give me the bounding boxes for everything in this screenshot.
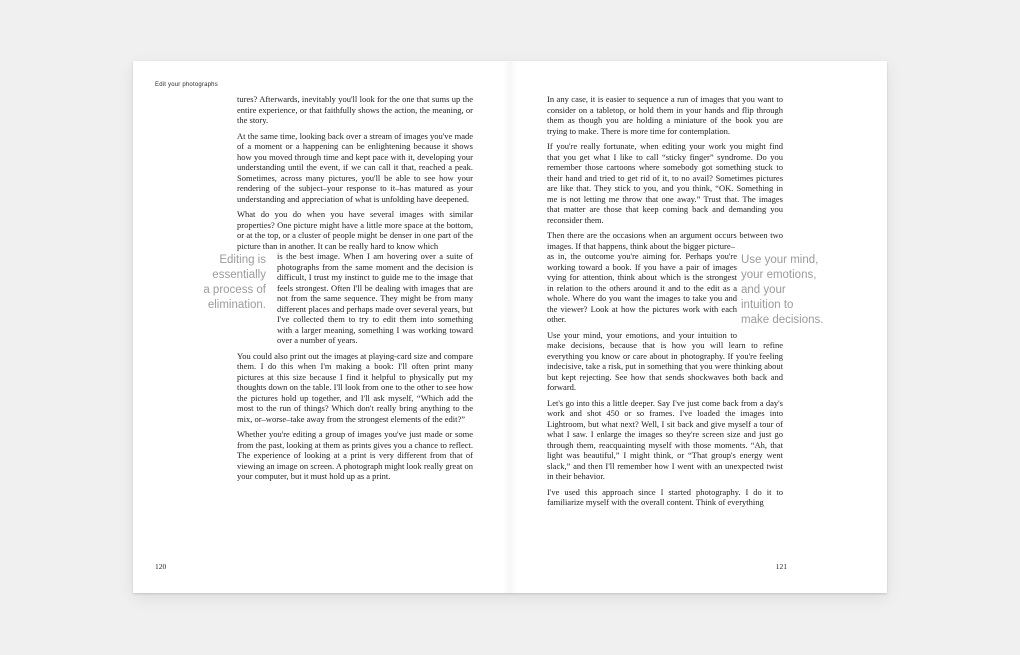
pull-quote-line: intuition to [741, 299, 794, 311]
body-paragraph: is the best image. When I am hovering over a suite of photographs from the same moment and the decision is difficult, I trust my instinct to guide me to the image that feels strongest. Often I'll be dealing with images that are not from the same sequence. They might be from many different places and perhaps made over several years, but I've collected them to try to edit them into something with a larger meaning, something I was working toward over a number of years. [277, 251, 473, 345]
body-paragraph: I've used this approach since I started photography. I do it to familiarize myself with the overall content. Think of everything [547, 486, 783, 507]
body-paragraph: Whether you're editing a group of images you've just made or some from the past, looking at them as prints gives you a chance to reflect. The experience of looking at a print is very different from that of viewing an image on screen. A photograph might look really great on your computer, but it must hold up as a print. [237, 429, 473, 481]
body-paragraph: What do you do when you have several images with similar properties? One picture might have a little more space at the bottom, or at the top, or a cluster of people might be denser in one part of the picture than in another. It can be really hard to know which [237, 209, 473, 251]
running-header: Edit your photographs [155, 82, 218, 88]
body-paragraph: Use your mind, your emotions, and your intuition to make decisions, because that is how you will learn to refine everything you know or care about in photography. If you're feeling indecisive, take a risk, put in something that you were thinking about but kept rejecting. See how that sends shockwaves both back and forward. [547, 329, 783, 392]
page-left [133, 61, 510, 593]
pull-quote-text [737, 251, 857, 328]
body-paragraph: In any case, it is easier to sequence a run of images that you want to consider on a tabletop, or hold them in your hands and flip through them as though you are holding a miniature of the book you are trying to make. There is more time for contemplation. [547, 94, 783, 136]
page-number-left: 120 [155, 562, 167, 571]
book-spread [133, 61, 887, 593]
page-right [510, 61, 887, 593]
body-paragraph: At the same time, looking back over a stream of images you've made of a moment or a happening can be enlightening because it shows how you moved through time and kept pace with it, developing your understanding until the event, if we can call it that, reached a peak. Sometimes, across many pictures, you'll be able to see how your rendering of the subject–your response to it–has matured as your understanding and appreciation of what is unfolding have deepened. [237, 130, 473, 204]
pull-quote-line: and your [741, 284, 786, 296]
body-paragraph: If you're really fortunate, when editing your work you might find that you get what I like to call “sticky finger” syndrome. Do you remember those cartoons where somebody got something stuck to their hand and tried to get rid of it, to no avail? Sometimes pictures are like that. They stick to you, and you think, “OK. Something in me is not letting me throw that one away.” Trust that. The images that matter are those that keep coming back and demanding you reconsider them. [547, 141, 783, 225]
pull-quote-line: your emotions, [741, 269, 817, 281]
pull-quote-line: make decisions. [741, 314, 824, 326]
body-paragraph: Let's go into this a little deeper. Say I've just come back from a day's work and shot 450 or so frames. I've loaded the images into Lightroom, but what next? Well, I sit back and give myself a tour of what I saw. I enlarge the images so they're screen size and just go through them, reacquainting myself with those moments. “Ah, that light was beautiful,” I might think, or “That group's energy went slack,” and then I'll remember how I went with an unexpected twist in their behavior. [547, 397, 783, 481]
pull-quote-line: Use your mind, [741, 254, 819, 266]
text-column-right [547, 94, 824, 508]
pull-quote-line: Editing is [219, 254, 266, 266]
pull-quote-line: a process of [203, 284, 266, 296]
text-column-left [203, 94, 473, 482]
page-number-right: 121 [775, 562, 787, 571]
pull-quote-left [185, 251, 277, 337]
pull-quote-line: essentially [212, 269, 266, 281]
body-paragraph: You could also print out the images at playing-card size and compare them. I do this when I'm making a book: I'll often print many pictures at this size because I find it helpful to physically put my thoughts down on the table. I'll look from one to the other to see how the pictures hold up together, and I'll ask myself, “Which add the most to the run of things? Which don't really bring anything to the mix, or–worse–take away from the strongest elements of the edit?” [237, 350, 473, 424]
pull-quote-line: elimination. [207, 299, 266, 311]
body-paragraph: as in, the outcome you're aiming for. Perhaps you're working toward a book. If you have a pair of images vying for attention, think about which is the strongest in relation to the others around it and to the edit as a whole. Where do you want the images to take you and the viewer? Look at how the pictures work with each other. [547, 251, 737, 324]
pull-quote-text [185, 251, 277, 313]
body-paragraph: Then there are the occasions when an argument occurs between two images. If that happens, think about the bigger picture– [547, 230, 783, 251]
pull-quote-right [737, 251, 857, 340]
body-paragraph: tures? Afterwards, inevitably you'll look for the one that sums up the entire experience, or that faithfully shows the action, the meaning, or the story. [237, 94, 473, 125]
